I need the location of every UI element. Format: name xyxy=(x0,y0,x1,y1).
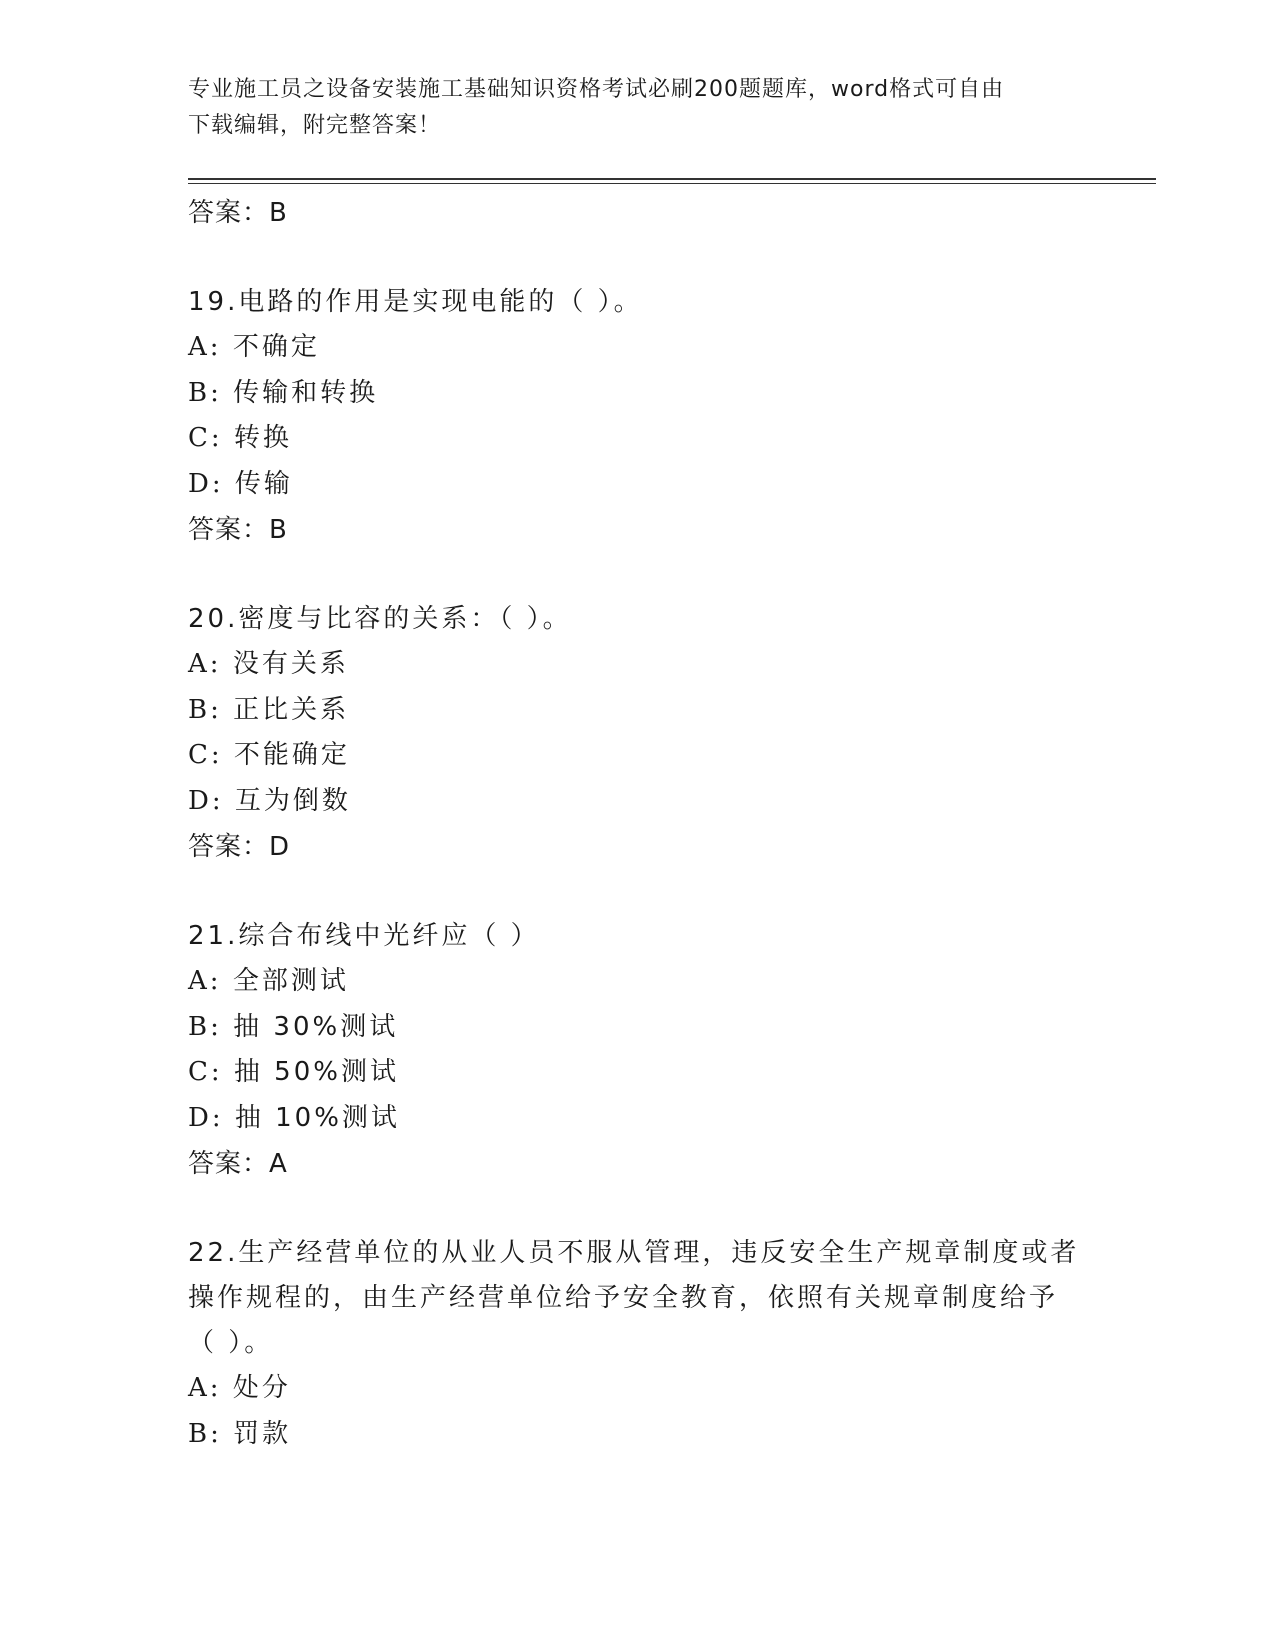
option-text: 不能确定 xyxy=(233,740,350,770)
option-a xyxy=(188,959,1088,1005)
answer-line: 答案：D xyxy=(188,832,291,862)
option-letter: A: xyxy=(188,649,222,679)
option-letter: A: xyxy=(188,332,222,362)
option-letter: B: xyxy=(188,1418,222,1449)
option-letter: A: xyxy=(188,966,222,996)
answer-line: 答案：A xyxy=(188,1149,288,1179)
option-text: 没有关系 xyxy=(232,649,349,679)
option-text: 全部测试 xyxy=(232,966,349,996)
option-a xyxy=(188,325,1088,371)
option-a xyxy=(188,1366,1088,1412)
option-text: 处分 xyxy=(232,1373,291,1403)
option-letter: D: xyxy=(188,785,224,816)
question-text: 21.综合布线中光纤应（ ） xyxy=(188,921,540,951)
question-text-line: 操作规程的，由生产经营单位给予安全教育，依照有关规章制度给予 xyxy=(188,1283,1059,1313)
option-c xyxy=(188,1050,1088,1096)
option-letter: C: xyxy=(188,740,223,770)
option-letter: C: xyxy=(188,423,223,453)
option-c xyxy=(188,416,1088,462)
question-19 xyxy=(188,280,1088,553)
question-22 xyxy=(188,1231,1088,1457)
option-a xyxy=(188,642,1088,688)
option-text: 互为倒数 xyxy=(234,785,351,816)
document-header xyxy=(188,72,1088,144)
answer-line: 答案：B xyxy=(188,515,288,545)
option-d xyxy=(188,1096,1088,1142)
option-b xyxy=(188,688,1088,734)
option-letter: C: xyxy=(188,1057,223,1087)
question-list xyxy=(188,190,1088,1457)
question-20 xyxy=(188,597,1088,870)
option-b xyxy=(188,371,1088,417)
option-text: 正比关系 xyxy=(233,694,350,725)
option-letter: B: xyxy=(188,694,222,725)
option-d xyxy=(188,462,1088,508)
option-letter: D: xyxy=(188,1102,224,1133)
option-letter: A: xyxy=(188,1373,222,1403)
option-text: 传输和转换 xyxy=(233,377,379,408)
option-b xyxy=(188,1005,1088,1051)
option-letter: D: xyxy=(188,468,224,499)
option-text: 抽 50%测试 xyxy=(233,1057,399,1087)
question-text-line: 22.生产经营单位的从业人员不服从管理，违反安全生产规章制度或者 xyxy=(188,1238,1080,1268)
question-text: 20.密度与比容的关系：（ ）。 xyxy=(188,604,572,634)
question-text: 19.电路的作用是实现电能的（ ）。 xyxy=(188,287,643,317)
option-text: 转换 xyxy=(233,423,292,453)
option-c xyxy=(188,733,1088,779)
option-d xyxy=(188,779,1088,825)
header-divider-thin xyxy=(188,183,1156,184)
question-text-line: （ ）。 xyxy=(188,1328,274,1358)
header-line-1: 专业施工员之设备安装施工基础知识资格考试必刷200题题库，word格式可自由 xyxy=(188,77,1005,102)
answer-line: 答案：B xyxy=(188,198,288,228)
option-letter: B: xyxy=(188,1011,222,1042)
option-text: 抽 30%测试 xyxy=(233,1011,399,1042)
option-text: 抽 10%测试 xyxy=(234,1102,400,1133)
header-divider-thick xyxy=(188,178,1156,180)
question-21 xyxy=(188,914,1088,1187)
option-text: 罚款 xyxy=(233,1418,292,1449)
option-letter: B: xyxy=(188,377,222,408)
option-b xyxy=(188,1412,1088,1458)
option-text: 传输 xyxy=(234,468,293,499)
option-text: 不确定 xyxy=(232,332,320,362)
header-line-2: 下载编辑，附完整答案！ xyxy=(188,113,442,138)
